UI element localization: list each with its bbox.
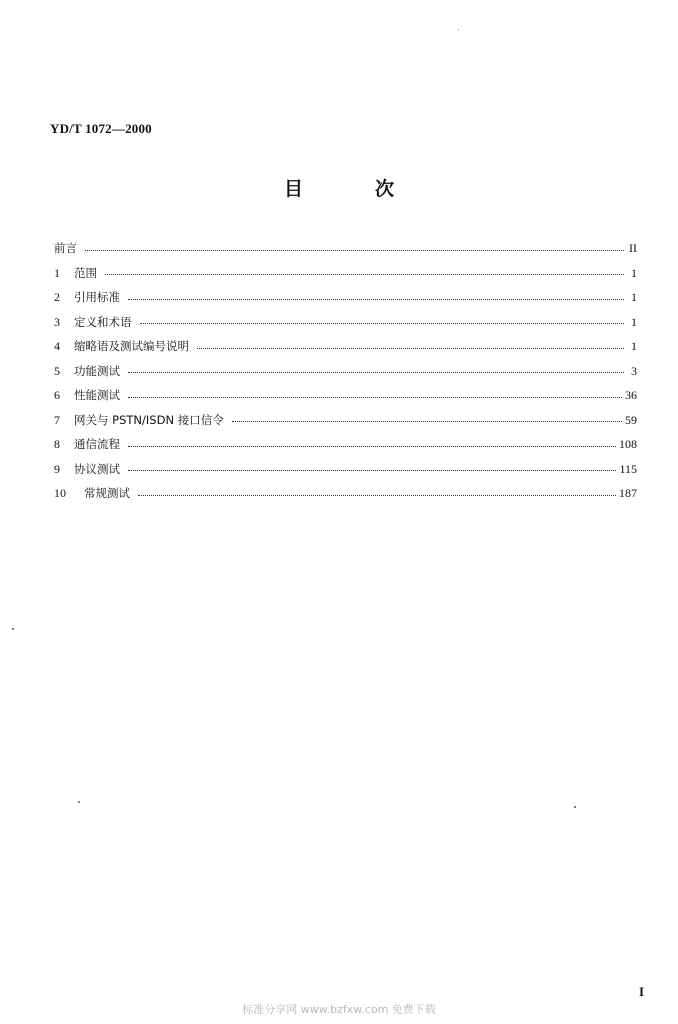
toc-page: 3 bbox=[631, 363, 637, 378]
page-number: I bbox=[638, 984, 644, 999]
toc-number: 4 bbox=[54, 339, 60, 354]
toc-label: 常规测试 bbox=[84, 486, 130, 501]
toc-leader bbox=[140, 323, 625, 324]
toc-number: 8 bbox=[54, 437, 60, 452]
toc-label: 范围 bbox=[74, 265, 97, 280]
title-char-right: 次 bbox=[375, 178, 395, 200]
standard-code: YD/T 1072—2000 bbox=[50, 121, 152, 136]
watermark-text: 标准分享网 www.bzfxw.com 免费下载 bbox=[242, 1003, 436, 1016]
toc-label: 前言 bbox=[54, 241, 77, 256]
toc-page: 108 bbox=[619, 437, 637, 452]
toc-number: 10 bbox=[54, 486, 66, 501]
toc-entry[interactable] bbox=[54, 285, 637, 310]
toc-leader bbox=[232, 421, 622, 422]
scan-speck bbox=[78, 801, 80, 803]
toc-leader bbox=[128, 446, 616, 447]
toc-entry-preface[interactable] bbox=[54, 236, 637, 261]
toc-entry[interactable] bbox=[54, 334, 637, 359]
toc-page: II bbox=[629, 241, 637, 256]
toc-number: 2 bbox=[54, 290, 60, 305]
toc-number: 6 bbox=[54, 388, 60, 403]
toc-label: 通信流程 bbox=[74, 437, 120, 452]
toc-page: 1 bbox=[631, 290, 637, 305]
toc-leader bbox=[105, 274, 624, 275]
toc-label: 功能测试 bbox=[74, 363, 120, 378]
toc-number: 5 bbox=[54, 363, 60, 378]
toc-number: 3 bbox=[54, 314, 60, 329]
toc-page: 115 bbox=[619, 461, 637, 476]
toc-label: 缩略语及测试编号说明 bbox=[74, 339, 189, 354]
toc-entry[interactable] bbox=[54, 432, 637, 457]
toc-number: 7 bbox=[54, 412, 60, 427]
scan-speck bbox=[574, 806, 576, 808]
toc-leader bbox=[128, 470, 616, 471]
scan-speck bbox=[12, 628, 14, 630]
toc-label: 定义和术语 bbox=[74, 314, 132, 329]
toc-page: 36 bbox=[625, 388, 637, 403]
toc-page: 1 bbox=[631, 265, 637, 280]
scan-speck bbox=[458, 29, 459, 30]
toc-leader bbox=[128, 372, 624, 373]
table-of-contents bbox=[54, 236, 637, 506]
toc-number: 1 bbox=[54, 265, 60, 280]
toc-leader bbox=[128, 299, 624, 300]
toc-label: 网关与 PSTN/ISDN 接口信令 bbox=[74, 412, 224, 427]
toc-leader bbox=[138, 495, 616, 496]
toc-entry[interactable] bbox=[54, 359, 637, 384]
toc-entry[interactable] bbox=[54, 408, 637, 433]
toc-label: 协议测试 bbox=[74, 461, 120, 476]
page-title bbox=[0, 174, 678, 201]
toc-leader bbox=[85, 250, 624, 251]
toc-label: 引用标准 bbox=[74, 290, 120, 305]
toc-entry[interactable] bbox=[54, 481, 637, 506]
toc-leader bbox=[128, 397, 622, 398]
toc-number: 9 bbox=[54, 461, 60, 476]
toc-entry[interactable] bbox=[54, 310, 637, 335]
toc-leader bbox=[197, 348, 624, 349]
toc-entry[interactable] bbox=[54, 457, 637, 482]
title-char-left: 目 bbox=[283, 178, 303, 200]
toc-page: 59 bbox=[625, 412, 637, 427]
toc-page: 1 bbox=[631, 339, 637, 354]
toc-label: 性能测试 bbox=[74, 388, 120, 403]
toc-page: 187 bbox=[619, 486, 637, 501]
toc-entry[interactable] bbox=[54, 383, 637, 408]
toc-page: 1 bbox=[631, 314, 637, 329]
toc-entry[interactable] bbox=[54, 261, 637, 286]
